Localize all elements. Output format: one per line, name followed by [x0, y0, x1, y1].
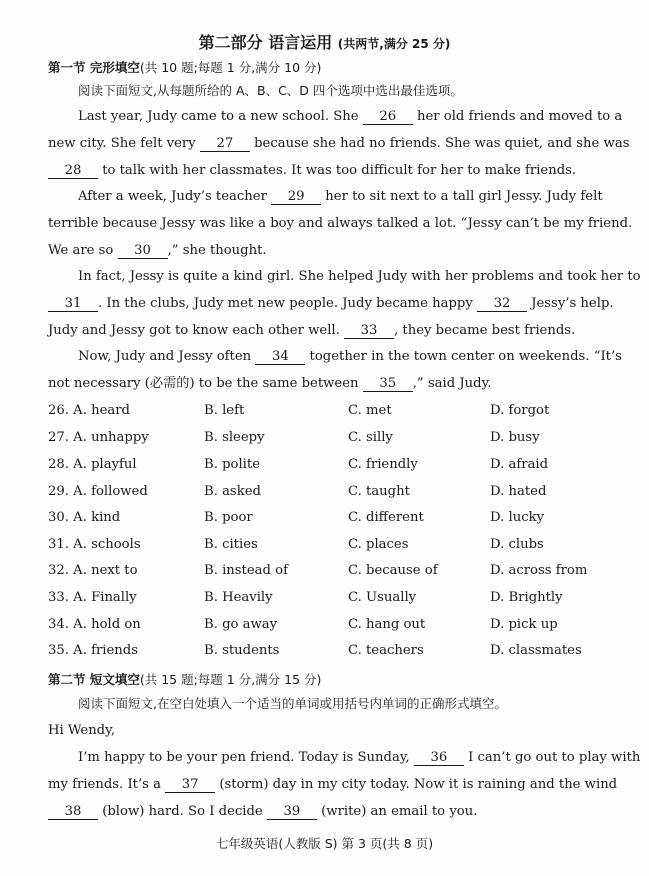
section1-heading: 第一节 完形填空(共 10 题;每题 1 分,满分 10 分)	[48, 60, 322, 75]
option-row-32: 32. A. next to B. instead of C. because of D. across from	[48, 563, 588, 578]
option-row-34: 34. A. hold on B. go away C. hang out D. pick up	[48, 617, 558, 632]
blank-38: 38	[48, 805, 98, 820]
blank-26: 26	[363, 110, 413, 125]
blank-29: 29	[271, 190, 321, 205]
blank-34: 34	[255, 350, 305, 365]
passage2-line: my friends. It’s a 37 (storm) day in my city today. Now it is raining and the wind	[48, 777, 618, 792]
blank-33: 33	[344, 324, 394, 339]
option-row-30: 30. A. kind B. poor C. different D. lucky	[48, 510, 545, 525]
blank-32: 32	[477, 297, 527, 312]
option-row-26: 26. A. heard B. left C. met D. forgot	[48, 403, 550, 418]
passage1-line: In fact, Jessy is quite a kind girl. She helped Judy with her problems and took her to	[78, 269, 641, 284]
blank-30: 30	[118, 244, 168, 259]
blank-36: 36	[414, 751, 464, 766]
passage1-line: We are so 30 ,” she thought.	[48, 243, 267, 258]
passage1-line: terrible because Jessy was like a boy and always talked a lot. “Jessy can’t be my friend.	[48, 216, 633, 231]
section1-instruction: 阅读下面短文,从每题所给的 A、B、C、D 四个选项中选出最佳选项。	[78, 83, 463, 98]
option-row-35: 35. A. friends B. students C. teachers D. classmates	[48, 643, 582, 658]
page-footer: 七年级英语(人教版 S) 第 3 页(共 8 页)	[215, 836, 434, 851]
blank-31: 31	[48, 297, 98, 312]
blank-28: 28	[48, 164, 98, 179]
option-row-31: 31. A. schools B. cities C. places D. clubs	[48, 537, 544, 552]
section2-instruction: 阅读下面短文,在空白处填入一个适当的单词或用括号内单词的正确形式填空。	[78, 696, 507, 711]
option-row-28: 28. A. playful B. polite C. friendly D. afraid	[48, 457, 549, 472]
option-row-29: 29. A. followed B. asked C. taught D. hated	[48, 484, 547, 499]
passage1-line: 28 to talk with her classmates. It was too difficult for her to make friends.	[48, 162, 593, 180]
blank-27: 27	[200, 137, 250, 152]
blank-39: 39	[267, 805, 317, 820]
option-row-27: 27. A. unhappy B. sleepy C. silly D. busy	[48, 430, 540, 445]
blank-35: 35	[363, 377, 413, 392]
letter-greeting: Hi Wendy,	[48, 723, 116, 738]
passage1-line: new city. She felt very 27 because she had no friends. She was quiet, and she was	[48, 136, 630, 151]
passage2-line: I’m happy to be your pen friend. Today is Sunday, 36 I can’t go out to play with	[78, 750, 641, 765]
passage1-line: Judy and Jessy got to know each other well. 33 , they became best friends.	[48, 323, 576, 338]
part-title: 第二部分 语言运用 (共两节,满分 25 分)	[198, 33, 451, 52]
section2-heading: 第二节 短文填空(共 15 题;每题 1 分,满分 15 分)	[48, 672, 322, 687]
passage1-line: 31 . In the clubs, Judy met new people. Judy became happy 32 Jessy’s help.	[48, 295, 593, 313]
option-row-33: 33. A. Finally B. Heavily C. Usually D. Brightly	[48, 590, 563, 605]
passage1-line: After a week, Judy’s teacher 29 her to sit next to a tall girl Jessy. Judy felt	[78, 189, 603, 204]
passage1-line: not necessary (必需的) to be the same between 35 ,” said Judy.	[48, 376, 492, 391]
passage1-line: Now, Judy and Jessy often 34 together in the town center on weekends. “It’s	[78, 349, 622, 364]
blank-37: 37	[165, 778, 215, 793]
passage2-line: 38 (blow) hard. So I decide 39 (write) an email to you.	[48, 803, 593, 821]
passage1-line: Last year, Judy came to a new school. She 26 her old friends and moved to a	[78, 109, 623, 124]
